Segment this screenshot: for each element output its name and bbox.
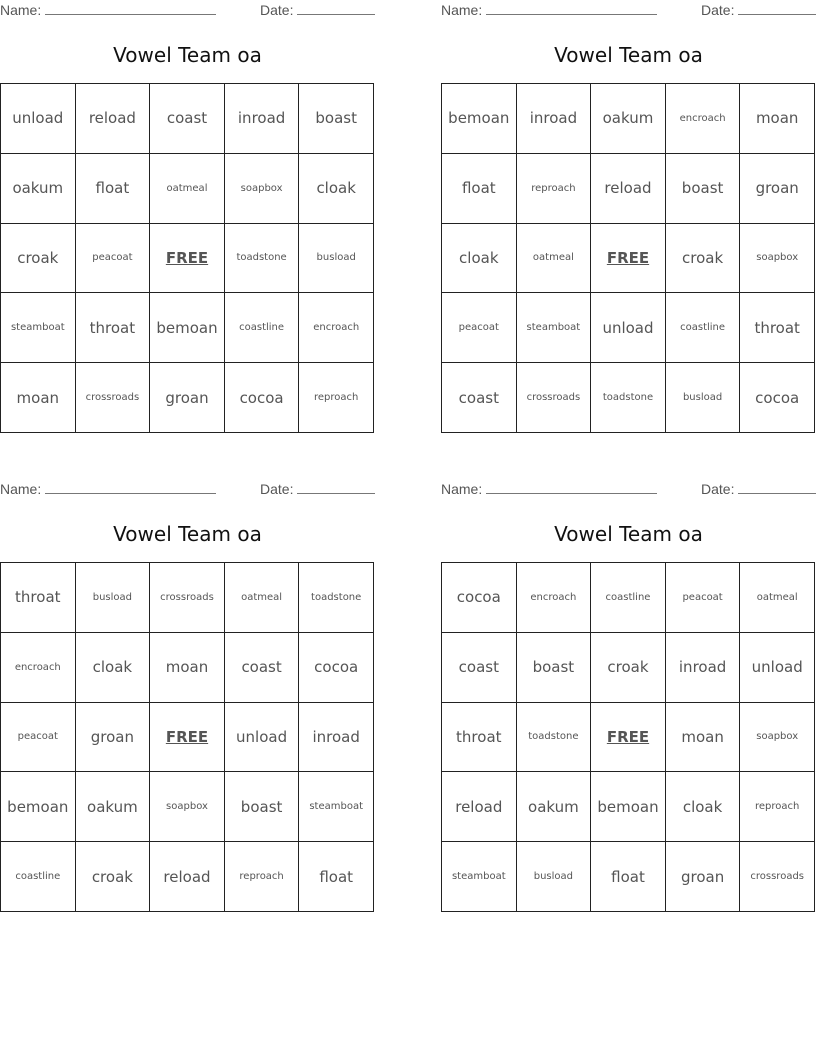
bingo-cell[interactable]: peacoat (666, 563, 741, 633)
bingo-cell[interactable]: peacoat (1, 703, 76, 773)
name-label: Name: (0, 481, 42, 497)
bingo-cell[interactable]: crossroads (150, 563, 225, 633)
bingo-cell[interactable]: unload (225, 703, 300, 773)
name-label: Name: (441, 2, 483, 18)
card-title: Vowel Team oa (113, 43, 262, 67)
name-field[interactable] (0, 2, 216, 18)
bingo-cell[interactable]: oatmeal (150, 154, 225, 224)
name-blank-line[interactable] (45, 482, 216, 494)
bingo-cell[interactable]: toadstone (225, 224, 300, 294)
name-blank-line[interactable] (45, 3, 216, 15)
date-blank-line[interactable] (297, 482, 375, 494)
bingo-cell[interactable]: throat (740, 293, 815, 363)
name-date-row (441, 479, 816, 499)
bingo-cell[interactable]: cloak (76, 633, 151, 703)
free-space[interactable]: FREE (591, 224, 666, 294)
bingo-cell[interactable]: inroad (225, 84, 300, 154)
bingo-cell[interactable]: busload (76, 563, 151, 633)
card-title: Vowel Team oa (554, 522, 703, 546)
bingo-cell[interactable]: moan (740, 84, 815, 154)
bingo-cell[interactable]: moan (666, 703, 741, 773)
bingo-cell[interactable]: throat (1, 563, 76, 633)
bingo-cell[interactable]: oatmeal (517, 224, 592, 294)
bingo-cell[interactable]: inroad (299, 703, 374, 773)
bingo-cell[interactable]: croak (76, 842, 151, 912)
bingo-cell[interactable]: reproach (299, 363, 374, 433)
bingo-cell[interactable]: unload (1, 84, 76, 154)
bingo-cell[interactable]: reproach (740, 772, 815, 842)
bingo-cell[interactable]: croak (1, 224, 76, 294)
name-date-row (441, 0, 816, 20)
bingo-cell[interactable]: toadstone (591, 363, 666, 433)
name-label: Name: (0, 2, 42, 18)
bingo-cell[interactable]: groan (150, 363, 225, 433)
bingo-cell[interactable]: toadstone (299, 563, 374, 633)
bingo-cell[interactable]: coastline (225, 293, 300, 363)
bingo-cell[interactable]: groan (666, 842, 741, 912)
bingo-cell[interactable]: coast (150, 84, 225, 154)
bingo-cell[interactable]: toadstone (517, 703, 592, 773)
free-space[interactable]: FREE (150, 703, 225, 773)
bingo-cell[interactable]: reproach (225, 842, 300, 912)
bingo-cell[interactable]: coastline (1, 842, 76, 912)
bingo-cell[interactable]: float (442, 154, 517, 224)
date-blank-line[interactable] (738, 3, 816, 15)
bingo-cell[interactable]: croak (591, 633, 666, 703)
name-field[interactable] (441, 481, 657, 497)
bingo-cell[interactable]: boast (666, 154, 741, 224)
bingo-cell[interactable]: float (76, 154, 151, 224)
bingo-cell[interactable]: cocoa (225, 363, 300, 433)
bingo-cell[interactable]: groan (76, 703, 151, 773)
bingo-cell[interactable]: coastline (591, 563, 666, 633)
date-blank-line[interactable] (738, 482, 816, 494)
bingo-cell[interactable]: busload (666, 363, 741, 433)
bingo-cell[interactable]: float (299, 842, 374, 912)
bingo-card (0, 0, 375, 440)
bingo-cell[interactable]: coastline (666, 293, 741, 363)
bingo-cell[interactable]: bemoan (442, 84, 517, 154)
bingo-cell[interactable]: inroad (666, 633, 741, 703)
bingo-cell[interactable]: bemoan (150, 293, 225, 363)
bingo-cell[interactable]: float (591, 842, 666, 912)
bingo-cell[interactable]: peacoat (442, 293, 517, 363)
name-date-row (0, 479, 375, 499)
bingo-cell[interactable]: bemoan (591, 772, 666, 842)
bingo-cell[interactable]: coast (442, 363, 517, 433)
bingo-cell[interactable]: inroad (517, 84, 592, 154)
bingo-cell[interactable]: reload (442, 772, 517, 842)
date-label: Date: (260, 2, 294, 18)
bingo-grid (441, 562, 815, 912)
name-date-row (0, 0, 375, 20)
bingo-cell[interactable]: boast (225, 772, 300, 842)
bingo-cell[interactable]: croak (666, 224, 741, 294)
bingo-cell[interactable]: bemoan (1, 772, 76, 842)
date-blank-line[interactable] (297, 3, 375, 15)
bingo-cell[interactable]: moan (1, 363, 76, 433)
name-field[interactable] (0, 481, 216, 497)
bingo-cell[interactable]: oakum (76, 772, 151, 842)
bingo-cell[interactable]: groan (740, 154, 815, 224)
bingo-cell[interactable]: oakum (1, 154, 76, 224)
bingo-cell[interactable]: boast (299, 84, 374, 154)
bingo-cell[interactable]: steamboat (517, 293, 592, 363)
bingo-cell[interactable]: steamboat (299, 772, 374, 842)
bingo-cell[interactable]: oakum (517, 772, 592, 842)
bingo-cell[interactable]: coast (225, 633, 300, 703)
name-blank-line[interactable] (486, 3, 657, 15)
bingo-cell[interactable]: peacoat (76, 224, 151, 294)
bingo-cell[interactable]: moan (150, 633, 225, 703)
bingo-cell[interactable]: cloak (442, 224, 517, 294)
date-field[interactable] (701, 481, 816, 497)
free-space[interactable]: FREE (150, 224, 225, 294)
date-field[interactable] (260, 481, 375, 497)
bingo-grid (441, 83, 815, 433)
name-blank-line[interactable] (486, 482, 657, 494)
bingo-cell[interactable]: encroach (517, 563, 592, 633)
name-label: Name: (441, 481, 483, 497)
bingo-cell[interactable]: oatmeal (225, 563, 300, 633)
bingo-cell[interactable]: cocoa (740, 363, 815, 433)
free-space[interactable]: FREE (591, 703, 666, 773)
bingo-cell[interactable]: cocoa (299, 633, 374, 703)
card-title: Vowel Team oa (554, 43, 703, 67)
bingo-cell[interactable]: throat (76, 293, 151, 363)
bingo-cell[interactable]: encroach (1, 633, 76, 703)
date-label: Date: (701, 481, 735, 497)
bingo-cell[interactable]: cocoa (442, 563, 517, 633)
bingo-cell[interactable]: cloak (299, 154, 374, 224)
card-title: Vowel Team oa (113, 522, 262, 546)
bingo-cell[interactable]: cloak (666, 772, 741, 842)
bingo-cell[interactable]: soapbox (225, 154, 300, 224)
date-field[interactable] (260, 2, 375, 18)
bingo-cell[interactable]: steamboat (442, 842, 517, 912)
bingo-cell[interactable]: throat (442, 703, 517, 773)
bingo-card (441, 479, 816, 919)
bingo-grid (0, 83, 374, 433)
bingo-cell[interactable]: crossroads (517, 363, 592, 433)
bingo-cell[interactable]: reload (591, 154, 666, 224)
bingo-cell[interactable]: oatmeal (740, 563, 815, 633)
bingo-cell[interactable]: reload (150, 842, 225, 912)
bingo-cell[interactable]: soapbox (740, 224, 815, 294)
date-field[interactable] (701, 2, 816, 18)
date-label: Date: (701, 2, 735, 18)
bingo-cell[interactable]: boast (517, 633, 592, 703)
bingo-cell[interactable]: encroach (299, 293, 374, 363)
bingo-cell[interactable]: crossroads (740, 842, 815, 912)
bingo-cell[interactable]: steamboat (1, 293, 76, 363)
date-label: Date: (260, 481, 294, 497)
name-field[interactable] (441, 2, 657, 18)
bingo-card (441, 0, 816, 440)
bingo-grid (0, 562, 374, 912)
bingo-cell[interactable]: reproach (517, 154, 592, 224)
bingo-cell[interactable]: unload (591, 293, 666, 363)
bingo-cell[interactable]: oakum (591, 84, 666, 154)
bingo-cell[interactable]: busload (517, 842, 592, 912)
bingo-cell[interactable]: soapbox (740, 703, 815, 773)
bingo-cell[interactable]: unload (740, 633, 815, 703)
bingo-cell[interactable]: coast (442, 633, 517, 703)
bingo-cell[interactable]: reload (76, 84, 151, 154)
bingo-cell[interactable]: busload (299, 224, 374, 294)
bingo-cell[interactable]: encroach (666, 84, 741, 154)
bingo-cell[interactable]: soapbox (150, 772, 225, 842)
bingo-cell[interactable]: crossroads (76, 363, 151, 433)
bingo-card (0, 479, 375, 919)
